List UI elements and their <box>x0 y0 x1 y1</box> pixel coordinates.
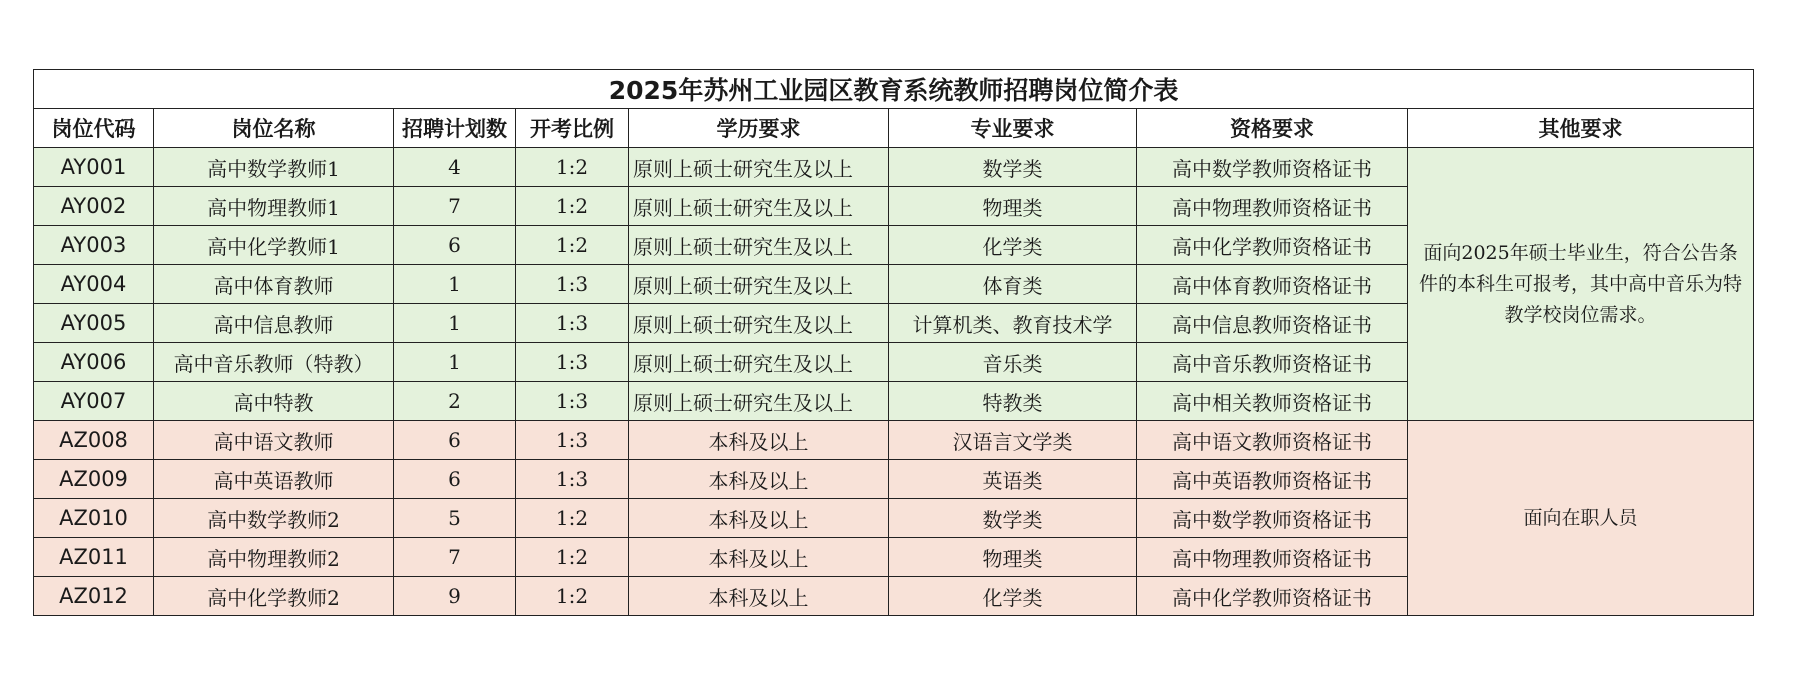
cell-name: 高中数学教师2 <box>154 499 394 538</box>
header-plan: 招聘计划数 <box>394 109 516 148</box>
cell-code: AY006 <box>34 343 154 382</box>
cell-plan: 2 <box>394 382 516 421</box>
cell-education: 原则上硕士研究生及以上 <box>629 187 889 226</box>
cell-code: AZ012 <box>34 577 154 616</box>
header-code: 岗位代码 <box>34 109 154 148</box>
cell-qualification: 高中物理教师资格证书 <box>1137 187 1408 226</box>
header-education: 学历要求 <box>629 109 889 148</box>
cell-plan: 6 <box>394 421 516 460</box>
cell-major: 音乐类 <box>889 343 1137 382</box>
cell-name: 高中化学教师1 <box>154 226 394 265</box>
cell-code: AY002 <box>34 187 154 226</box>
cell-major: 计算机类、教育技术学 <box>889 304 1137 343</box>
cell-ratio: 1:2 <box>516 226 629 265</box>
cell-major: 物理类 <box>889 187 1137 226</box>
cell-code: AY004 <box>34 265 154 304</box>
cell-code: AZ011 <box>34 538 154 577</box>
cell-ratio: 1:3 <box>516 343 629 382</box>
cell-name: 高中物理教师1 <box>154 187 394 226</box>
cell-qualification: 高中数学教师资格证书 <box>1137 499 1408 538</box>
cell-education: 原则上硕士研究生及以上 <box>629 343 889 382</box>
cell-ratio: 1:2 <box>516 577 629 616</box>
cell-major: 体育类 <box>889 265 1137 304</box>
cell-qualification: 高中语文教师资格证书 <box>1137 421 1408 460</box>
table-row <box>34 421 1754 460</box>
header-other: 其他要求 <box>1408 109 1754 148</box>
cell-code: AZ008 <box>34 421 154 460</box>
cell-plan: 1 <box>394 265 516 304</box>
cell-name: 高中特教 <box>154 382 394 421</box>
cell-major: 汉语言文学类 <box>889 421 1137 460</box>
cell-code: AY003 <box>34 226 154 265</box>
table-header-row <box>34 109 1754 148</box>
cell-name: 高中英语教师 <box>154 460 394 499</box>
cell-major: 数学类 <box>889 499 1137 538</box>
cell-education: 本科及以上 <box>629 538 889 577</box>
cell-ratio: 1:2 <box>516 148 629 187</box>
cell-plan: 1 <box>394 304 516 343</box>
cell-ratio: 1:2 <box>516 499 629 538</box>
cell-ratio: 1:3 <box>516 421 629 460</box>
table-row <box>34 148 1754 187</box>
cell-plan: 6 <box>394 226 516 265</box>
cell-ratio: 1:3 <box>516 460 629 499</box>
cell-name: 高中音乐教师（特教） <box>154 343 394 382</box>
cell-name: 高中信息教师 <box>154 304 394 343</box>
cell-ratio: 1:2 <box>516 187 629 226</box>
cell-plan: 6 <box>394 460 516 499</box>
cell-education: 本科及以上 <box>629 577 889 616</box>
cell-education: 原则上硕士研究生及以上 <box>629 265 889 304</box>
cell-education: 原则上硕士研究生及以上 <box>629 304 889 343</box>
table-title-row <box>34 70 1754 109</box>
cell-plan: 1 <box>394 343 516 382</box>
cell-qualification: 高中物理教师资格证书 <box>1137 538 1408 577</box>
cell-education: 原则上硕士研究生及以上 <box>629 226 889 265</box>
cell-major: 化学类 <box>889 226 1137 265</box>
header-major: 专业要求 <box>889 109 1137 148</box>
cell-qualification: 高中音乐教师资格证书 <box>1137 343 1408 382</box>
cell-qualification: 高中信息教师资格证书 <box>1137 304 1408 343</box>
cell-plan: 7 <box>394 187 516 226</box>
cell-qualification: 高中化学教师资格证书 <box>1137 577 1408 616</box>
cell-code: AY001 <box>34 148 154 187</box>
cell-code: AY007 <box>34 382 154 421</box>
cell-qualification: 高中化学教师资格证书 <box>1137 226 1408 265</box>
cell-plan: 5 <box>394 499 516 538</box>
cell-name: 高中物理教师2 <box>154 538 394 577</box>
cell-name: 高中体育教师 <box>154 265 394 304</box>
cell-major: 特教类 <box>889 382 1137 421</box>
cell-plan: 7 <box>394 538 516 577</box>
cell-education: 原则上硕士研究生及以上 <box>629 382 889 421</box>
cell-major: 化学类 <box>889 577 1137 616</box>
table-title: 2025年苏州工业园区教育系统教师招聘岗位简介表 <box>34 70 1754 109</box>
cell-code: AZ009 <box>34 460 154 499</box>
cell-qualification: 高中相关教师资格证书 <box>1137 382 1408 421</box>
cell-name: 高中语文教师 <box>154 421 394 460</box>
cell-ratio: 1:3 <box>516 382 629 421</box>
cell-code: AY005 <box>34 304 154 343</box>
cell-major: 英语类 <box>889 460 1137 499</box>
header-name: 岗位名称 <box>154 109 394 148</box>
header-ratio: 开考比例 <box>516 109 629 148</box>
cell-ratio: 1:3 <box>516 265 629 304</box>
cell-qualification: 高中英语教师资格证书 <box>1137 460 1408 499</box>
cell-plan: 9 <box>394 577 516 616</box>
recruitment-table <box>33 69 1754 616</box>
cell-education: 本科及以上 <box>629 421 889 460</box>
cell-education: 原则上硕士研究生及以上 <box>629 148 889 187</box>
cell-major: 数学类 <box>889 148 1137 187</box>
cell-education: 本科及以上 <box>629 499 889 538</box>
cell-qualification: 高中数学教师资格证书 <box>1137 148 1408 187</box>
cell-name: 高中数学教师1 <box>154 148 394 187</box>
cell-ratio: 1:2 <box>516 538 629 577</box>
cell-other-group1: 面向2025年硕士毕业生，符合公告条件的本科生可报考，其中高中音乐为特教学校岗位需求。 <box>1408 148 1754 421</box>
cell-major: 物理类 <box>889 538 1137 577</box>
cell-education: 本科及以上 <box>629 460 889 499</box>
header-qualification: 资格要求 <box>1137 109 1408 148</box>
cell-plan: 4 <box>394 148 516 187</box>
cell-ratio: 1:3 <box>516 304 629 343</box>
cell-name: 高中化学教师2 <box>154 577 394 616</box>
cell-qualification: 高中体育教师资格证书 <box>1137 265 1408 304</box>
cell-code: AZ010 <box>34 499 154 538</box>
cell-other-group2: 面向在职人员 <box>1408 421 1754 616</box>
